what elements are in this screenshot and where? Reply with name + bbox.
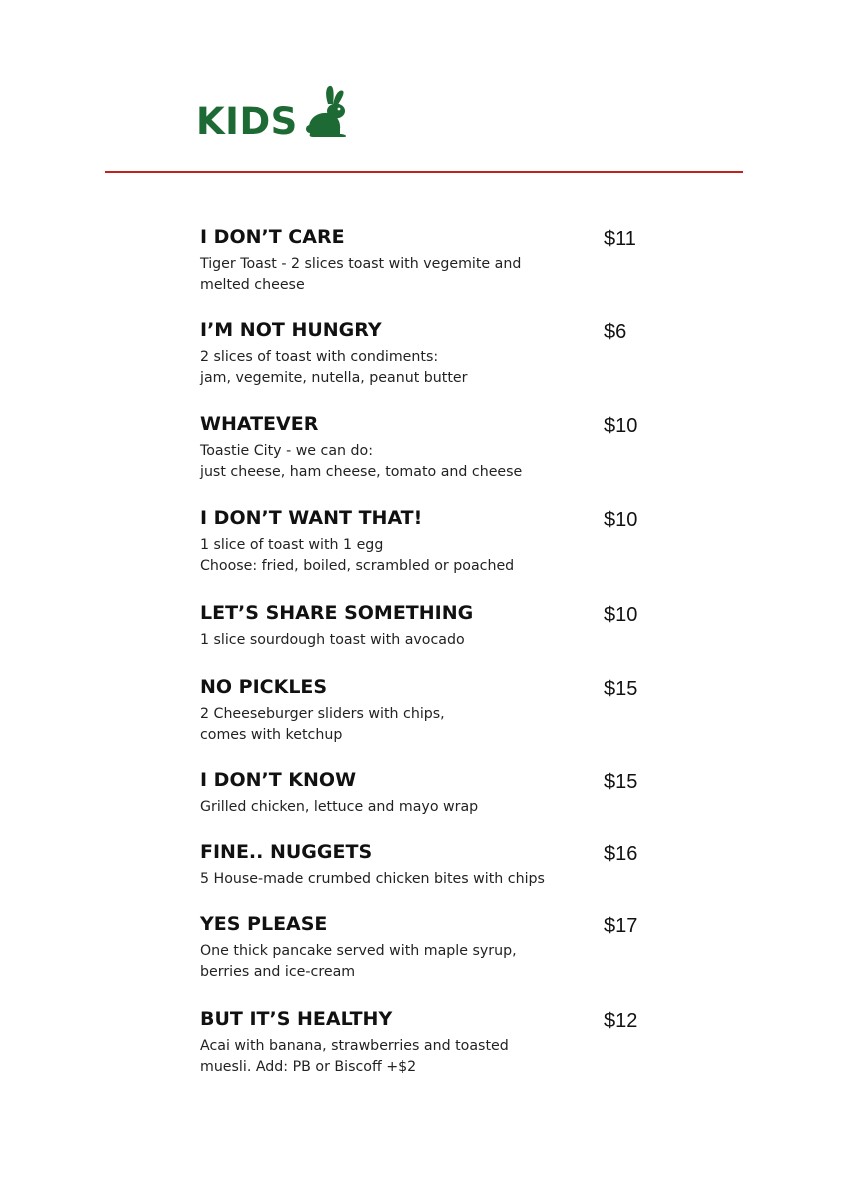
menu-item-price: $15 xyxy=(604,771,638,793)
menu-item-price: $6 xyxy=(604,321,627,343)
menu-item-description xyxy=(200,869,650,890)
menu-item-name: YES PLEASE xyxy=(200,913,328,935)
menu-item-name: I’M NOT HUNGRY xyxy=(200,319,382,341)
header-divider xyxy=(105,171,743,173)
description-line: 1 slice of toast with 1 egg xyxy=(200,537,384,553)
description-line: berries and ice-cream xyxy=(200,964,356,980)
menu-item xyxy=(200,913,650,983)
menu-item xyxy=(200,769,650,818)
menu-item-price: $11 xyxy=(604,228,636,250)
menu-item-description xyxy=(200,704,650,746)
description-line: 1 slice sourdough toast with avocado xyxy=(200,632,465,648)
page-title: KIDS xyxy=(196,100,298,143)
menu-item xyxy=(200,319,650,389)
description-line: jam, vegemite, nutella, peanut butter xyxy=(200,370,468,386)
menu-item-description xyxy=(200,1036,650,1078)
menu-item-name: BUT IT’S HEALTHY xyxy=(200,1008,393,1030)
menu-item-description xyxy=(200,441,650,483)
menu-header xyxy=(196,84,354,143)
menu-item xyxy=(200,413,650,483)
description-line: comes with ketchup xyxy=(200,727,343,743)
description-line: 5 House-made crumbed chicken bites with chips xyxy=(200,871,545,887)
menu-item-price: $15 xyxy=(604,678,638,700)
menu-item-description xyxy=(200,941,650,983)
menu-item-name: I DON’T CARE xyxy=(200,226,345,248)
menu-item-name: LET’S SHARE SOMETHING xyxy=(200,602,474,624)
menu-item-name: FINE.. NUGGETS xyxy=(200,841,373,863)
menu-item xyxy=(200,1008,650,1078)
description-line: One thick pancake served with maple syrup, xyxy=(200,943,517,959)
menu-item-name: NO PICKLES xyxy=(200,676,328,698)
menu-item-price: $10 xyxy=(604,415,638,437)
description-line: 2 Cheeseburger sliders with chips, xyxy=(200,706,445,722)
menu-item-description xyxy=(200,535,650,577)
menu-item-description xyxy=(200,254,650,296)
description-line: Choose: fried, boiled, scrambled or poached xyxy=(200,558,515,574)
menu-item-price: $16 xyxy=(604,843,638,865)
menu-item-name: WHATEVER xyxy=(200,413,319,435)
description-line: muesli. Add: PB or Biscoff +$2 xyxy=(200,1059,417,1075)
description-line: Acai with banana, strawberries and toasted xyxy=(200,1038,509,1054)
menu-item-name: I DON’T WANT THAT! xyxy=(200,507,423,529)
menu-item-name: I DON’T KNOW xyxy=(200,769,357,791)
description-line: Tiger Toast - 2 slices toast with vegemite and xyxy=(200,256,522,272)
menu-item-price: $10 xyxy=(604,604,638,626)
description-line: 2 slices of toast with condiments: xyxy=(200,349,439,365)
description-line: just cheese, ham cheese, tomato and cheese xyxy=(200,464,523,480)
menu-item-description xyxy=(200,347,650,389)
description-line: melted cheese xyxy=(200,277,305,293)
menu-item xyxy=(200,676,650,746)
menu-item xyxy=(200,507,650,577)
menu-item xyxy=(200,226,650,296)
menu-item xyxy=(200,602,650,651)
menu-item-description xyxy=(200,630,650,651)
menu-item-price: $10 xyxy=(604,509,638,531)
description-line: Grilled chicken, lettuce and mayo wrap xyxy=(200,799,479,815)
menu-item xyxy=(200,841,650,890)
menu-item-description xyxy=(200,797,650,818)
menu-item-price: $17 xyxy=(604,915,638,937)
description-line: Toastie City - we can do: xyxy=(200,443,374,459)
rabbit-icon xyxy=(306,84,354,138)
menu-item-price: $12 xyxy=(604,1010,638,1032)
